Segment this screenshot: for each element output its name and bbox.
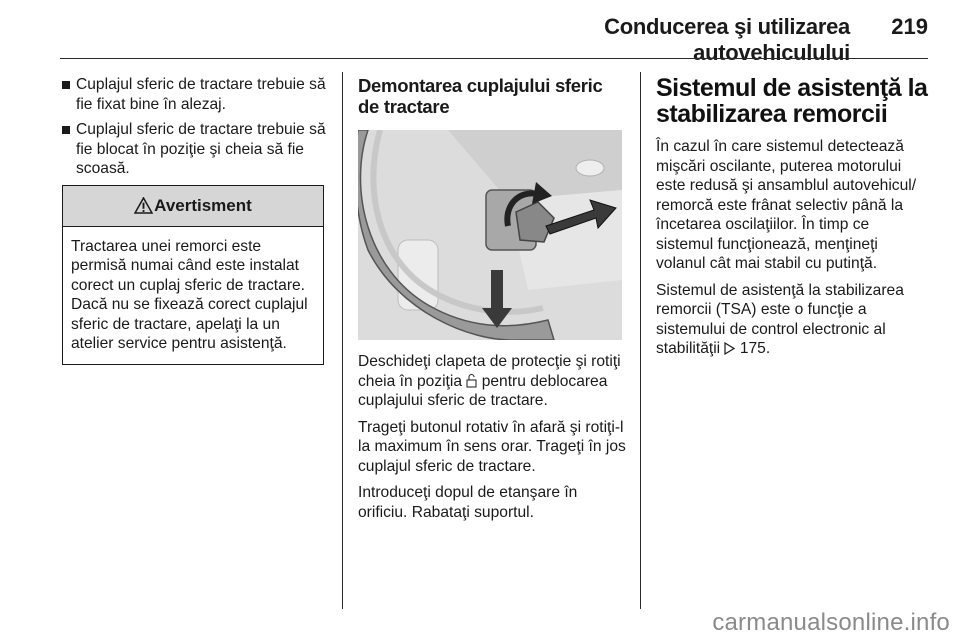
paragraph-unlock-instruction bbox=[358, 352, 626, 411]
bullet-text: Cuplajul sferic de tractare trebuie să fie blocat în poziţie şi cheia să fie scoasă. bbox=[76, 121, 326, 177]
paragraph-tsa-esc bbox=[656, 281, 928, 359]
running-header-title: Conducerea şi utilizarea autovehiculului bbox=[604, 14, 850, 65]
tow-ball-removal-drawing bbox=[358, 130, 622, 340]
paragraph-sealing-plug: Introduceţi dopul de etanşare în orificiu. Rabataţi suportul. bbox=[358, 484, 578, 521]
column-divider-right bbox=[640, 72, 641, 609]
bullet-item bbox=[62, 75, 328, 114]
warning-title: Avertisment bbox=[154, 195, 252, 215]
column-1 bbox=[62, 75, 328, 365]
tow-ball-removal-illustration bbox=[358, 130, 622, 340]
text-run: Deschideţi clapeta de protecţie şi rotiţi cheia în poziţia bbox=[358, 353, 621, 390]
bullet-text: Cuplajul sferic de tractare trebuie să fie fixat bine în alezaj. bbox=[76, 76, 326, 113]
watermark: carmanualsonline.info bbox=[712, 609, 950, 636]
warning-triangle-icon bbox=[134, 197, 153, 214]
warning-header bbox=[63, 186, 323, 227]
open-padlock-icon bbox=[466, 373, 477, 388]
column-3 bbox=[656, 75, 928, 366]
warning-box bbox=[62, 185, 324, 365]
section-title-removal: Demontarea cuplajului sferic de tractare bbox=[358, 75, 603, 117]
bullet-item bbox=[62, 120, 328, 179]
paragraph-tsa-operation: În cazul în care sistemul detectează mişcări oscilante, puterea motorului este redusă şi ansamblul autovehicul/ remorcă este frânat selectiv până la încetarea oscilaţiilor. În timp ce sistemul funcţionează, menţineţi volanul cât mai stabil cu putinţă. bbox=[656, 138, 917, 272]
warning-body: Tractarea unei remorci este permisă numai când este instalat corect un cuplaj sferic de tractare. Dacă nu se fixează corect cuplajul sferic de tractare, apelaţi la un atelier service pentru asistenţă. bbox=[71, 237, 308, 352]
text-run: pentru deblocarea cuplajului sferic de tractare. bbox=[358, 372, 608, 409]
column-divider-left bbox=[342, 72, 343, 609]
text-run: Sistemul de asistenţă la stabilizarea remorcii (TSA) este o funcţie a sistemului de control electronic al stabilităţii bbox=[656, 281, 904, 357]
column-2 bbox=[358, 75, 626, 529]
section-title-tsa: Sistemul de asistenţă la stabilizarea remorcii bbox=[656, 74, 928, 128]
page-number: 219 bbox=[891, 14, 928, 39]
square-bullet-icon bbox=[62, 126, 70, 134]
page-reference-link[interactable]: 175. bbox=[739, 340, 771, 357]
page-reference-arrow-icon bbox=[724, 342, 735, 355]
square-bullet-icon bbox=[62, 81, 70, 89]
paragraph-pull-knob: Trageţi butonul rotativ în afară şi rotiţi-l la maximum în sens orar. Trageţi în jos cuplajul sferic de tractare. bbox=[358, 418, 626, 475]
header-rule bbox=[60, 58, 928, 59]
